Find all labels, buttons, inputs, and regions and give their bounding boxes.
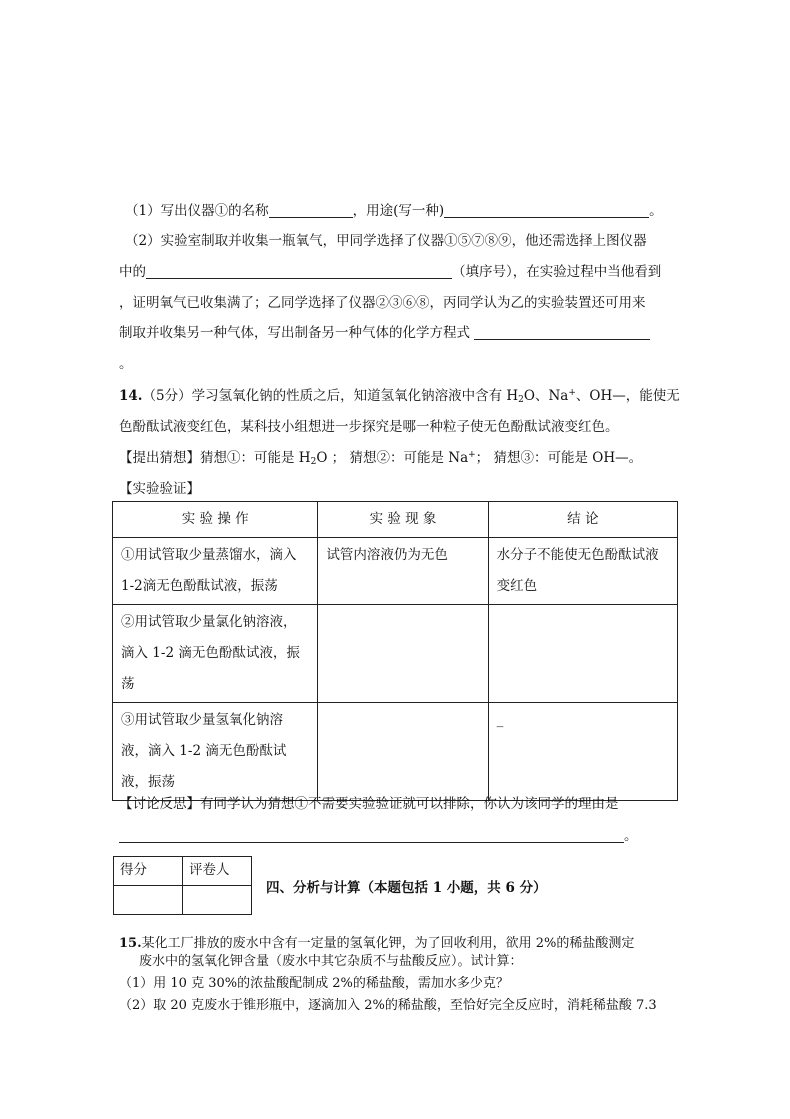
q15-line2: 废水中的氢氧化钾含量（废水中其它杂质不与盐酸反应）。试计算： [139,954,523,969]
score-input[interactable] [114,886,183,915]
cell-conclusion-blank[interactable]: _ [488,703,677,801]
score-box [113,856,252,915]
answer-blank-reason[interactable] [119,828,624,843]
cell-operation: ①用试管取少量蒸馏水，滴入1-2滴无色酚酞试液，振荡 [113,538,318,605]
section-title: 四、分析与计算（本题包括 1 小题，共 6 分） [266,880,547,896]
hyp-text: ； 猜想③：可能是 OH—。 [475,450,643,466]
q14-intro-line2: 色酚酞试液变红色，某科技小组想进一步探究是哪一种粒子使无色酚酞试液变红色。 [119,419,619,435]
q13-part2-text: 中的 [119,264,146,280]
score-label: 得分 [114,857,183,886]
grader-input[interactable] [183,886,252,915]
q13-part1-text: （1）写出仪器①的名称 [125,203,269,219]
cell-operation: ③用试管取少量氢氧化钠溶液，滴入 1-2 滴无色酚酞试液，振荡 [113,703,318,801]
experiment-table [112,501,678,801]
q14-discussion-answer [119,824,638,844]
table-header-row [113,502,678,538]
q13-part2-line2 [119,260,661,280]
q13-end-punct: 。 [119,356,133,372]
punct: 。 [624,828,638,844]
cell-conclusion-blank[interactable] [488,605,677,703]
q14-text: （5分）学习氢氧化钠的性质之后，知道氢氧化钠溶液中含有 H [142,388,519,404]
cell-phenomenon: 试管内溶液仍为无色 [318,538,488,605]
table-row [113,538,678,605]
q14-discussion: 【讨论反思】有同学认为猜想①不需要实验验证就可以排除，你认为该同学的理由是 [119,796,619,812]
q14-hypotheses [119,446,642,467]
q13-part2-line1: （2）实验室制取并收集一瓶氧气，甲同学选择了仪器①⑤⑦⑧⑨，他还需选择上图仪器 [125,233,647,249]
q14-intro-line1 [119,384,680,405]
q13-part2-text: （填序号），在实验过程中当他看到 [452,264,662,280]
q13-part2-line4 [119,321,650,341]
cell-operation: ②用试管取少量氯化钠溶液，滴入 1-2 滴无色酚酞试液，振荡 [113,605,318,703]
q15-line3: （1）用 10 克 30%的浓盐酸配制成 2%的稀盐酸，需加水多少克？ [119,976,509,991]
subscript: 2 [518,395,524,405]
q14-text: 、OH—，能使无 [575,388,680,404]
question-number: 14. [119,388,143,404]
header-phenomenon: 实 验 现 象 [318,502,488,538]
hyp-text: O ； 猜想②：可能是 Na [316,450,469,466]
q15-text: 某化工厂排放的废水中含有一定量的氢氧化钾，为了回收利用，欲用 2%的稀盐酸测定 [141,936,635,951]
answer-blank-instruments[interactable] [146,264,452,279]
hyp-text: 【提出猜想】猜想①：可能是 H [119,450,311,466]
table-row [113,605,678,703]
q14-verify-heading: 【实验验证】 [119,481,200,497]
question-number: 15. [119,936,142,951]
cell-conclusion: 水分子不能使无色酚酞试液变红色 [488,538,677,605]
header-conclusion: 结 论 [488,502,677,538]
cell-phenomenon-blank[interactable] [318,703,488,801]
answer-blank-equation[interactable] [474,325,650,340]
header-operation: 实 验 操 作 [113,502,318,538]
grader-label: 评卷人 [183,857,252,886]
table-row [113,703,678,801]
q15-line1 [119,932,634,951]
q15-line4: （2）取 20 克废水于锥形瓶中，逐滴加入 2%的稀盐酸，至恰好完全反应时，消耗稀盐酸 7.3 [119,998,657,1013]
q14-text: O、Na [523,388,569,404]
answer-blank-instrument-name[interactable] [269,203,353,218]
superscript: + [468,450,476,460]
q13-part1-text2: ，用途(写一种) [352,203,445,219]
answer-blank-usage[interactable] [444,203,649,218]
q13-part2-text: 制取并收集另一种气体，写出制备另一种气体的化学方程式 [119,325,470,341]
punct: 。 [649,203,663,219]
subscript: 2 [310,457,317,467]
q13-part2-line3: ，证明氧气已收集满了；乙同学选择了仪器②③⑥⑧，丙同学认为乙的实验装置还可用来 [119,295,646,311]
cell-phenomenon-blank[interactable] [318,605,488,703]
superscript: + [568,388,576,398]
q13-part1 [125,199,663,219]
